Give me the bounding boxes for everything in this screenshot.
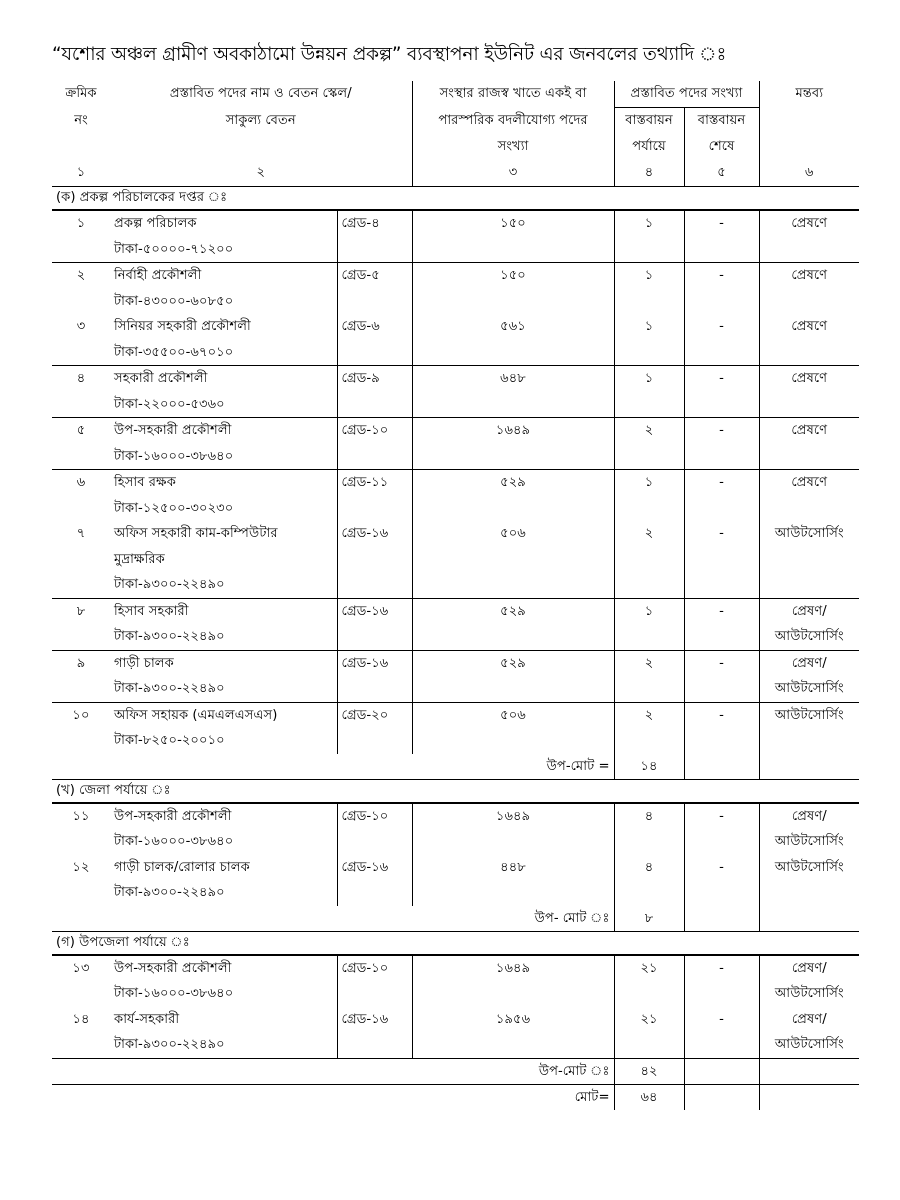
- remarks: আউটসোর্সিং: [774, 834, 844, 849]
- column-number: ৪: [614, 160, 684, 187]
- pay-scale: টাকা-৯৩০০-২২৪৯০: [114, 1037, 225, 1052]
- subtotal-value: ১৪: [614, 754, 684, 780]
- remarks: প্রেষণে: [759, 210, 859, 237]
- table-row: [52, 314, 859, 340]
- grade: গ্রেড-১৬: [337, 521, 412, 547]
- similar-posts-count: ৫২৯: [412, 650, 614, 676]
- table-row-continuation: [52, 289, 859, 315]
- section-heading-row: [52, 187, 859, 211]
- count-after-implementation: -: [684, 314, 759, 340]
- manpower-table: [52, 81, 859, 1110]
- remarks: আউটসোর্সিং: [774, 526, 844, 541]
- subtotal-label: উপ- মোট ঃ: [52, 906, 614, 932]
- column-number: ৬: [804, 165, 814, 180]
- similar-posts-count: ১৬৪৯: [412, 418, 614, 444]
- column-number: ১: [76, 165, 86, 180]
- total-label: মোট=: [52, 1084, 614, 1110]
- remarks: প্রেষণে: [759, 418, 859, 444]
- table-row-continuation: [52, 547, 859, 573]
- table-row: [52, 955, 859, 982]
- grade: গ্রেড-১৬: [337, 855, 412, 881]
- column-number-row: [52, 160, 859, 187]
- similar-posts-count: ৫৬১: [412, 314, 614, 340]
- count-during-implementation: ৪: [614, 803, 684, 830]
- subtotal-row: [52, 906, 859, 932]
- table-row: [52, 598, 859, 624]
- section-heading: (ক) প্রকল্প পরিচালকের দপ্তর ঃ: [52, 187, 859, 211]
- serial-number: ১৪: [72, 1011, 90, 1027]
- count-during-implementation: ২: [614, 702, 684, 728]
- serial-number: ৩: [76, 319, 86, 334]
- table-row: [52, 418, 859, 444]
- post-name: সিনিয়র সহকারী প্রকৌশলী: [114, 319, 251, 334]
- remarks: আউটসোর্সিং: [774, 1037, 844, 1052]
- table-row-continuation: [52, 1032, 859, 1058]
- similar-posts-count: ৪৪৮: [412, 855, 614, 881]
- table-row-continuation: [52, 829, 859, 855]
- serial-number: ৯: [52, 650, 110, 676]
- post-name: উপ-সহকারী প্রকৌশলী: [110, 418, 337, 444]
- header-serial: ক্রমিক: [65, 86, 97, 101]
- post-name: হিসাব সহকারী: [110, 598, 337, 624]
- subtotal-label: উপ-মোট =: [52, 754, 614, 780]
- count-during-implementation: ১: [614, 314, 684, 340]
- serial-number: ২: [52, 263, 110, 289]
- serial-number: ৪: [52, 366, 110, 392]
- header-similar-posts: সংস্থার রাজস্ব খাতে একই বা: [412, 81, 614, 108]
- subtotal-value: ৮: [614, 906, 684, 932]
- subtotal-row: [52, 754, 859, 780]
- column-number: ২: [110, 160, 412, 187]
- remarks: প্রেষণে: [759, 366, 859, 392]
- count-during-implementation: ১: [614, 210, 684, 237]
- serial-number: ১৩: [52, 955, 110, 982]
- total-value: ৬৪: [614, 1084, 684, 1110]
- pay-scale: টাকা-৪৩০০০-৬০৮৫০: [114, 293, 234, 309]
- grade: গ্রেড-১৬: [337, 650, 412, 676]
- grade: গ্রেড-২০: [337, 702, 412, 728]
- serial-number: ৫: [52, 418, 110, 444]
- table-row-continuation: [52, 496, 859, 522]
- similar-posts-count: ১৫০: [412, 210, 614, 237]
- document-title: “যশোর অঞ্চল গ্রামীণ অবকাঠামো উন্নয়ন প্রকল্প” ব্যবস্থাপনা ইউনিট এর জনবলের তথ্যাদি ঃ: [52, 44, 727, 65]
- header-row-1: [52, 81, 859, 108]
- remarks: প্রেষণে: [791, 319, 828, 334]
- grade: গ্রেড-১৬: [337, 1007, 412, 1033]
- count-after-implementation: -: [684, 470, 759, 496]
- post-name: মুদ্রাক্ষরিক: [114, 551, 165, 567]
- count-after-implementation: -: [684, 650, 759, 676]
- remarks: প্রেষণ/: [759, 650, 859, 676]
- header-proposed-count: প্রস্তাবিত পদের সংখ্যা: [614, 81, 759, 108]
- header-during-implementation: বাস্তবায়ন: [614, 108, 684, 135]
- table-row: [52, 650, 859, 676]
- serial-number: ৭: [76, 526, 86, 541]
- post-name: গাড়ী চালক/রোলার চালক: [114, 859, 250, 875]
- pay-scale: টাকা-২২০০০-৫৩৬০: [114, 396, 225, 412]
- count-during-implementation: ২১: [614, 955, 684, 982]
- table-row-continuation: [52, 392, 859, 418]
- table-row: [52, 702, 859, 728]
- remarks: আউটসোর্সিং: [774, 681, 844, 696]
- count-during-implementation: ২১: [614, 1007, 684, 1033]
- count-during-implementation: ১: [614, 263, 684, 289]
- table-row: [52, 263, 859, 289]
- serial-number: ৮: [52, 598, 110, 624]
- count-after-implementation: -: [684, 803, 759, 830]
- subtotal-value: ৪২: [614, 1058, 684, 1084]
- count-after-implementation: -: [684, 521, 759, 547]
- post-name: গাড়ী চালক: [110, 650, 337, 676]
- post-name: হিসাব রক্ষক: [110, 470, 337, 496]
- remarks: আউটসোর্সিং: [759, 702, 859, 728]
- count-during-implementation: ২: [614, 418, 684, 444]
- serial-number: ৬: [52, 470, 110, 496]
- post-name: উপ-সহকারী প্রকৌশলী: [110, 955, 337, 982]
- pay-scale: টাকা-১৬০০০-৩৮৬৪০: [114, 834, 234, 849]
- grade: গ্রেড-৫: [337, 263, 412, 289]
- grade: গ্রেড-১০: [337, 955, 412, 982]
- table-row: [52, 366, 859, 392]
- similar-posts-count: ১৫০: [412, 263, 614, 289]
- remarks: আউটসোর্সিং: [774, 986, 844, 1001]
- count-after-implementation: -: [684, 955, 759, 982]
- pay-scale: টাকা-৯৩০০-২২৪৯০: [114, 629, 225, 644]
- post-name: অফিস সহায়ক (এমএলএসএস): [110, 702, 337, 728]
- remarks: প্রেষণ/: [759, 803, 859, 830]
- column-number: ৩: [412, 160, 614, 187]
- section-heading: (খ) জেলা পর্যায়ে ঃ: [52, 779, 859, 803]
- header-post-name: প্রস্তাবিত পদের নাম ও বেতন স্কেল/: [110, 81, 412, 108]
- pay-scale: টাকা-১৬০০০-৩৮৬৪০: [114, 448, 234, 464]
- count-after-implementation: -: [684, 263, 759, 289]
- subtotal-row: [52, 1058, 859, 1084]
- post-name: কার্য-সহকারী: [114, 1011, 180, 1027]
- serial-number: ১২: [72, 859, 90, 875]
- table-row: [52, 210, 859, 237]
- remarks: আউটসোর্সিং: [774, 859, 844, 875]
- similar-posts-count: ৬৪৮: [412, 366, 614, 392]
- column-number: ৫: [684, 160, 759, 187]
- grade: গ্রেড-৪: [337, 210, 412, 237]
- similar-posts-count: ১৬৪৯: [412, 955, 614, 982]
- grade: গ্রেড-১০: [337, 803, 412, 830]
- section-heading: (গ) উপজেলা পর্যায়ে ঃ: [52, 931, 859, 955]
- grade: গ্রেড-১০: [337, 418, 412, 444]
- table-row-continuation: [52, 444, 859, 470]
- pay-scale: টাকা-৮২৫০-২০০১০: [114, 733, 225, 748]
- table-row-continuation: [52, 340, 859, 366]
- count-during-implementation: ৪: [614, 855, 684, 881]
- count-after-implementation: -: [684, 210, 759, 237]
- table-row: [52, 1007, 859, 1033]
- table-row: [52, 521, 859, 547]
- post-name: প্রকল্প পরিচালক: [110, 210, 337, 237]
- header-after-implementation: বাস্তবায়ন: [684, 108, 759, 135]
- count-after-implementation: -: [684, 418, 759, 444]
- count-during-implementation: ২: [614, 521, 684, 547]
- remarks: প্রেষণ/: [759, 598, 859, 624]
- count-after-implementation: -: [684, 855, 759, 881]
- count-after-implementation: -: [684, 366, 759, 392]
- pay-scale: টাকা-৯৩০০-২২৪৯০: [114, 577, 225, 592]
- pay-scale: টাকা-৯৩০০-২২৪৯০: [114, 885, 225, 900]
- table-row-continuation: [52, 572, 859, 598]
- header-row-2: নং সাকুল্য বেতন পারস্পরিক বদলীযোগ্য পদের বাস্তবায়ন বাস্তবায়ন: [52, 108, 859, 135]
- table-row: [52, 855, 859, 881]
- remarks: আউটসোর্সিং: [774, 629, 844, 644]
- pay-scale: টাকা-১৬০০০-৩৮৬৪০: [114, 986, 234, 1001]
- pay-scale: টাকা-৯৩০০-২২৪৯০: [114, 681, 225, 696]
- count-during-implementation: ১: [614, 598, 684, 624]
- count-after-implementation: -: [684, 1007, 759, 1033]
- header-remarks: মন্তব্য: [795, 86, 824, 101]
- similar-posts-count: ৫২৯: [412, 470, 614, 496]
- section-heading-row: [52, 931, 859, 955]
- remarks: প্রেষণ/: [791, 1011, 827, 1027]
- serial-number: ১০: [52, 702, 110, 728]
- count-after-implementation: -: [684, 598, 759, 624]
- grade: গ্রেড-১৬: [337, 598, 412, 624]
- pay-scale: টাকা-১২৫০০-৩০২৩০: [114, 500, 234, 516]
- post-name: অফিস সহকারী কাম-কম্পিউটার: [114, 526, 278, 541]
- pay-scale: টাকা-৫০০০০-৭১২০০: [114, 241, 234, 257]
- count-after-implementation: -: [684, 702, 759, 728]
- table-row-continuation: [52, 981, 859, 1007]
- remarks: প্রেষণে: [759, 470, 859, 496]
- post-name: নির্বাহী প্রকৌশলী: [110, 263, 337, 289]
- subtotal-label: উপ-মোট ঃ: [52, 1058, 614, 1084]
- similar-posts-count: ১৬৪৯: [412, 803, 614, 830]
- table-row-continuation: [52, 237, 859, 263]
- table-row-continuation: [52, 676, 859, 702]
- post-name: সহকারী প্রকৌশলী: [110, 366, 337, 392]
- total-row: [52, 1084, 859, 1110]
- post-name: উপ-সহকারী প্রকৌশলী: [110, 803, 337, 830]
- table-row: [52, 803, 859, 830]
- table-row-continuation: [52, 728, 859, 754]
- similar-posts-count: ১৯৫৬: [412, 1007, 614, 1033]
- grade: গ্রেড-৬: [337, 314, 412, 340]
- count-during-implementation: ১: [614, 470, 684, 496]
- serial-number: ১১: [52, 803, 110, 830]
- similar-posts-count: ৫২৯: [412, 598, 614, 624]
- table-row: [52, 470, 859, 496]
- remarks: প্রেষণে: [759, 263, 859, 289]
- serial-number: ১: [52, 210, 110, 237]
- table-row-continuation: [52, 624, 859, 650]
- header-row-3: সংখ্যা পর্যায়ে শেষে: [52, 134, 859, 160]
- table-row-continuation: [52, 880, 859, 906]
- count-during-implementation: ১: [614, 366, 684, 392]
- grade: গ্রেড-৯: [337, 366, 412, 392]
- count-during-implementation: ২: [614, 650, 684, 676]
- similar-posts-count: ৫০৬: [412, 521, 614, 547]
- grade: গ্রেড-১১: [337, 470, 412, 496]
- similar-posts-count: ৫০৬: [412, 702, 614, 728]
- section-heading-row: [52, 779, 859, 803]
- pay-scale: টাকা-৩৫৫০০-৬৭০১০: [114, 344, 234, 360]
- remarks: প্রেষণ/: [759, 955, 859, 982]
